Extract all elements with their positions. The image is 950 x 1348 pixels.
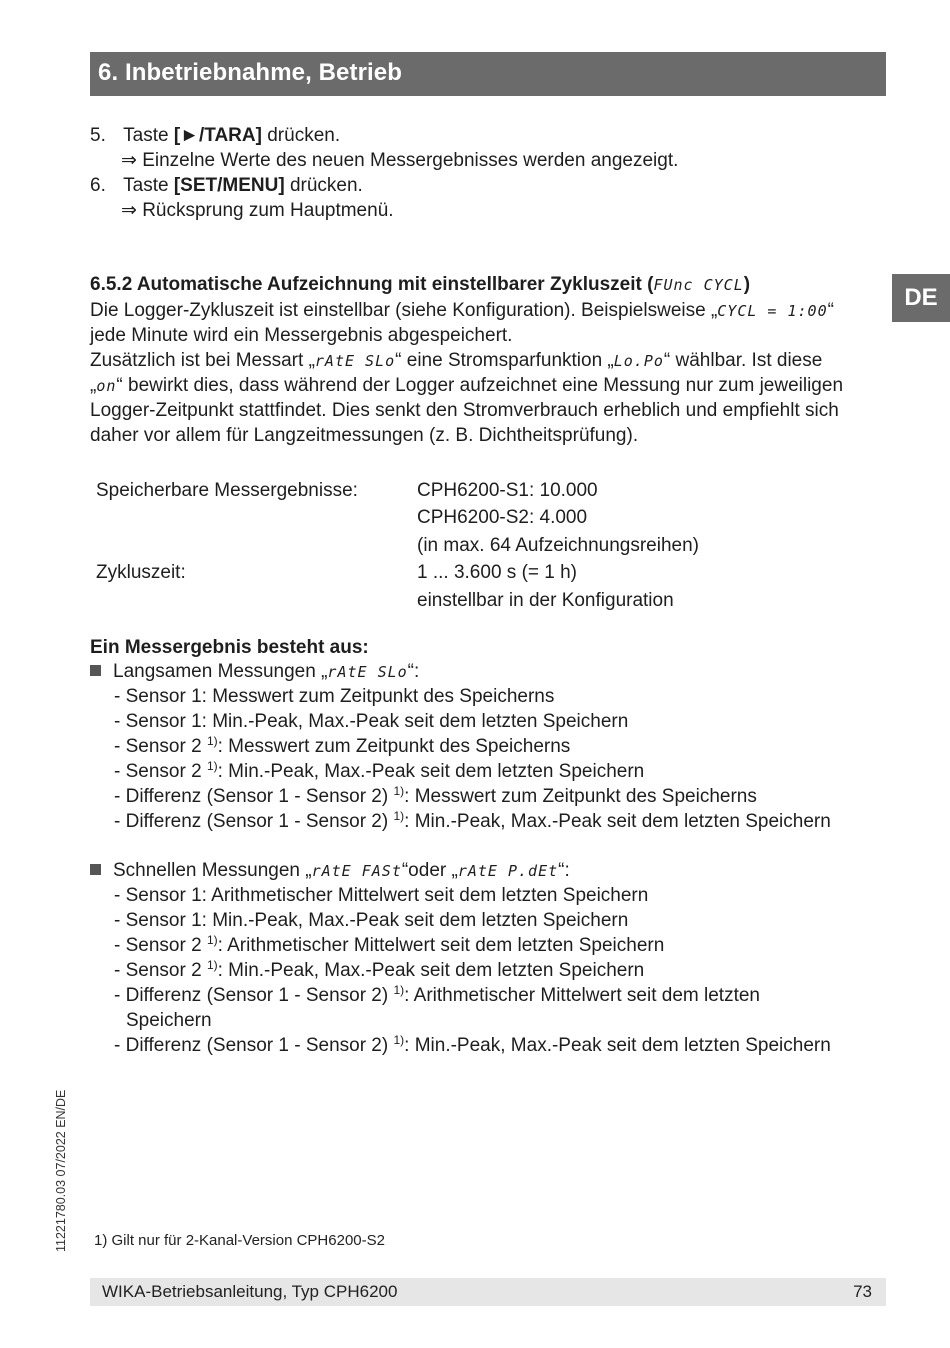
step-5-result: ⇒ Einzelne Werte des neuen Messergebnisses werden angezeigt. <box>121 150 679 171</box>
text: “: <box>407 661 420 682</box>
list-item: - Sensor 1: Messwert zum Zeitpunkt des Speicherns <box>114 686 555 707</box>
bullet-square-icon <box>90 864 101 875</box>
lcd-code: rAtE SLo <box>314 352 396 370</box>
paragraph-line <box>90 373 843 399</box>
step-6-result: ⇒ Rücksprung zum Hauptmenü. <box>121 200 394 221</box>
text: Die Logger-Zykluszeit ist einstellbar (siehe Konfiguration). Beispielsweise „ <box>90 300 718 321</box>
list-item: - Differenz (Sensor 1 - Sensor 2) $^{1)}$: Messwert zum Zeitpunkt des Speicherns <box>114 784 757 807</box>
list-item: - Differenz (Sensor 1 - Sensor 2) $^{1)}$: Min.-Peak, Max.-Peak seit dem letzten Speichern <box>114 1033 831 1056</box>
spec-value: (in max. 64 Aufzeichnungsreihen) <box>417 535 699 556</box>
text: “ eine Stromsparfunktion „ <box>395 350 614 371</box>
lcd-code: Lo.Po <box>613 352 664 370</box>
list-item: - Sensor 1: Min.-Peak, Max.-Peak seit dem letzten Speichern <box>114 711 629 732</box>
list-item: - Sensor 2 $^{1)}$: Messwert zum Zeitpunkt des Speicherns <box>114 734 571 757</box>
step-text: Taste <box>123 175 174 196</box>
text: „ <box>90 375 97 396</box>
list-item: - Sensor 1: Arithmetischer Mittelwert seit dem letzten Speichern <box>114 885 649 906</box>
spec-value: CPH6200-S1: 10.000 <box>417 480 598 501</box>
spec-label: Speicherbare Messergebnisse: <box>96 480 358 501</box>
spec-label: Zykluszeit: <box>96 562 186 583</box>
chapter-header <box>90 52 886 96</box>
section-heading <box>90 272 750 298</box>
heading-text: ) <box>743 274 751 295</box>
list-item: - Sensor 2 $^{1)}$: Min.-Peak, Max.-Peak seit dem letzten Speichern <box>114 759 645 782</box>
step-text: drücken. <box>261 125 341 146</box>
lcd-code: rAtE SLo <box>327 663 408 681</box>
step-number: 5. <box>90 125 106 146</box>
page-number: 73 <box>853 1282 872 1301</box>
page-footer <box>90 1278 886 1306</box>
paragraph-line: Logger-Zeitpunkt stattfindet. Dies senkt den Stromverbrauch erheblich und empfiehlt sich <box>90 400 839 421</box>
lcd-code: CYCL = 1:00 <box>717 302 828 320</box>
spec-value: 1 ... 3.600 s (= 1 h) <box>417 562 578 583</box>
chapter-title: 6. Inbetriebnahme, Betrieb <box>98 59 403 86</box>
text: “ bewirkt dies, dass während der Logger aufzeichnet eine Messung nur zum jeweiligen <box>116 375 844 396</box>
key-label: [►/TARA] <box>173 125 262 146</box>
text: “oder „ <box>401 860 458 881</box>
step-number: 6. <box>90 175 106 196</box>
text: Langsamen Messungen „ <box>113 661 328 682</box>
slow-measurements-intro <box>90 659 419 685</box>
heading-text: 6.5.2 Automatische Aufzeichnung mit einstellbarer Zykluszeit ( <box>90 274 654 295</box>
fast-measurements-list <box>114 883 831 1058</box>
paragraph-line <box>90 348 822 374</box>
lcd-code: rAtE FASt <box>311 862 402 880</box>
language-tab: DE <box>892 274 950 322</box>
step-text: Taste <box>123 125 174 146</box>
footer-title: WIKA-Betriebsanleitung, Typ CPH6200 <box>102 1282 398 1301</box>
list-item: Speichern <box>126 1010 212 1031</box>
lcd-code: on <box>96 377 117 395</box>
footnote: 1) Gilt nur für 2-Kanal-Version CPH6200-S2 <box>94 1232 385 1249</box>
text: “ <box>827 300 834 321</box>
lcd-code: rAtE P.dEt <box>457 862 559 880</box>
list-item: - Sensor 2 $^{1)}$: Min.-Peak, Max.-Peak seit dem letzten Speichern <box>114 958 645 981</box>
step-5 <box>90 123 340 148</box>
list-item: - Differenz (Sensor 1 - Sensor 2) $^{1)}$: Arithmetischer Mittelwert seit dem letzten <box>114 983 760 1006</box>
list-item: - Differenz (Sensor 1 - Sensor 2) $^{1)}$: Min.-Peak, Max.-Peak seit dem letzten Speichern <box>114 809 831 832</box>
text: “ wählbar. Ist diese <box>663 350 823 371</box>
key-label: [SET/MENU] <box>173 175 285 196</box>
document-code: 11221780.03 07/2022 EN/DE <box>54 1089 68 1252</box>
paragraph-line: daher vor allem für Langzeitmessungen (z. B. Dichtheitsprüfung). <box>90 425 639 446</box>
fast-measurements-intro <box>90 858 570 884</box>
step-text: drücken. <box>284 175 363 196</box>
text: “: <box>558 860 570 881</box>
step-6 <box>90 173 363 198</box>
paragraph-line <box>90 298 834 324</box>
result-heading: Ein Messergebnis besteht aus: <box>90 637 369 658</box>
slow-measurements-list <box>114 684 831 834</box>
text: Zusätzlich ist bei Messart „ <box>90 350 315 371</box>
paragraph-line: jede Minute wird ein Messergebnis abgespeichert. <box>90 325 513 346</box>
bullet-square-icon <box>90 665 101 676</box>
spec-value: einstellbar in der Konfiguration <box>417 590 674 611</box>
list-item: - Sensor 2 $^{1)}$: Arithmetischer Mittelwert seit dem letzten Speichern <box>114 933 665 956</box>
spec-value: CPH6200-S2: 4.000 <box>417 507 588 528</box>
lcd-code: FUnc CYCL <box>653 276 744 294</box>
text: Schnellen Messungen „ <box>113 860 312 881</box>
list-item: - Sensor 1: Min.-Peak, Max.-Peak seit dem letzten Speichern <box>114 910 629 931</box>
